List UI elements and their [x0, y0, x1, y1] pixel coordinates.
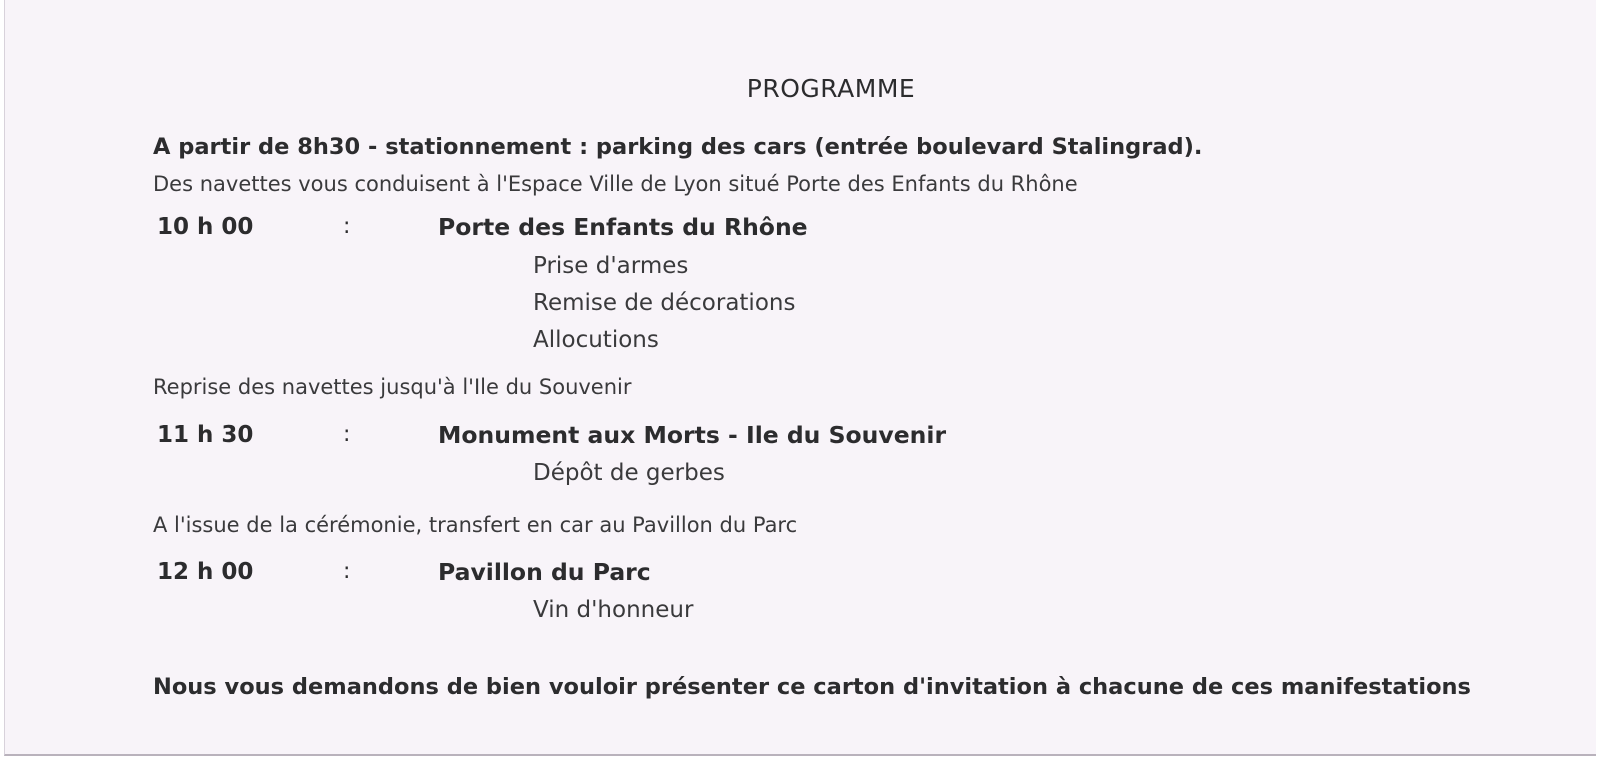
event-time: 10 h 00	[157, 214, 254, 240]
footer-instruction: Nous vous demandons de bien vouloir présenter ce carton d'invitation à chacune de ces manifestations	[153, 674, 1471, 700]
intro-shuttle-line: Des navettes vous conduisent à l'Espace Ville de Lyon situé Porte des Enfants du Rhône	[153, 172, 1078, 196]
invitation-card	[4, 0, 1596, 756]
event-item: Vin d'honneur	[533, 597, 694, 623]
event-item: Prise d'armes	[533, 253, 689, 279]
event-place: Pavillon du Parc	[438, 558, 651, 586]
event-place: Porte des Enfants du Rhône	[438, 213, 808, 241]
page-title: PROGRAMME	[746, 74, 916, 103]
event-separator: :	[343, 559, 351, 584]
intro-parking-line: A partir de 8h30 - stationnement : parking des cars (entrée boulevard Stalingrad).	[153, 134, 1203, 160]
transfer-note: Reprise des navettes jusqu'à l'Ile du Souvenir	[153, 375, 632, 399]
event-item: Allocutions	[533, 327, 659, 353]
event-time: 11 h 30	[157, 422, 254, 448]
transfer-note: A l'issue de la cérémonie, transfert en car au Pavillon du Parc	[153, 513, 798, 537]
event-place: Monument aux Morts - Ile du Souvenir	[438, 421, 947, 449]
event-item: Dépôt de gerbes	[533, 460, 725, 486]
event-separator: :	[343, 422, 351, 447]
event-item: Remise de décorations	[533, 290, 796, 316]
event-time: 12 h 00	[157, 559, 254, 585]
event-separator: :	[343, 214, 351, 239]
